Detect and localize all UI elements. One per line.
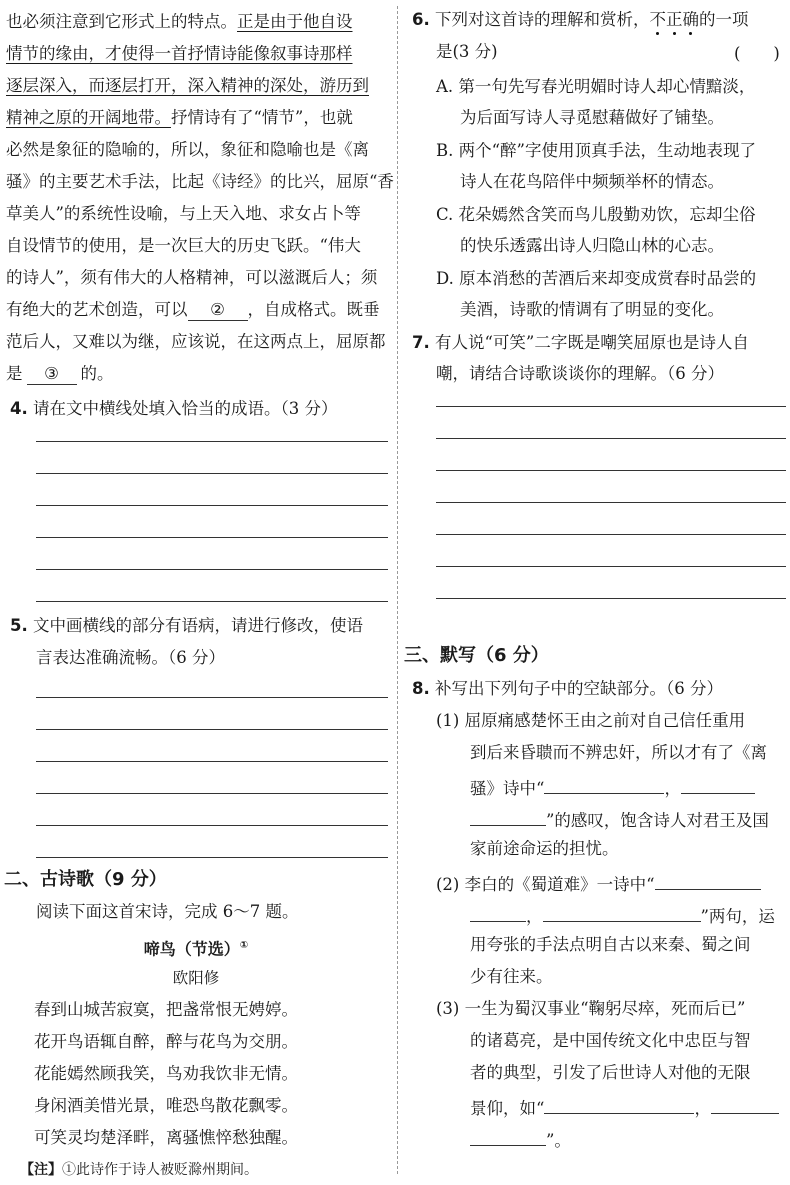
answer-line[interactable] bbox=[36, 505, 388, 506]
emphasis-char: 不 bbox=[650, 10, 667, 29]
subquestion-number: (2) bbox=[436, 875, 460, 894]
passage-text: 必然是象征的隐喻的，所以，象征和隐喻也是《离 bbox=[6, 140, 369, 159]
answer-line[interactable] bbox=[436, 598, 786, 599]
question-number: 8. bbox=[412, 679, 430, 698]
answer-paren[interactable]: ( ) bbox=[734, 44, 780, 63]
fill-blank[interactable] bbox=[711, 1093, 779, 1114]
poem-line: 身闲酒美惜光景，唯恐鸟散花飘零。 bbox=[34, 1096, 298, 1115]
question-text: 请在文中横线处填入恰当的成语。（3 分） bbox=[33, 399, 338, 418]
passage-text: 范后人，又难以为继，应该说，在这两点上，屈原都 bbox=[6, 332, 386, 351]
emphasis-char: 正 bbox=[666, 10, 683, 29]
answer-line[interactable] bbox=[36, 473, 388, 474]
answer-line[interactable] bbox=[436, 438, 786, 439]
fill-blank-2[interactable]: ② bbox=[188, 300, 248, 321]
column-divider bbox=[397, 6, 398, 1174]
underlined-sentence: 逐层深入，而逐层打开，深入精神的深处，游历到 bbox=[6, 76, 369, 95]
fill-blank[interactable] bbox=[543, 901, 701, 922]
fill-blank[interactable] bbox=[681, 773, 755, 794]
question-number: 7. bbox=[412, 333, 430, 352]
answer-line[interactable] bbox=[36, 825, 388, 826]
question-number: 6. bbox=[412, 10, 430, 29]
poem-line: 花开鸟语辄自醉，醉与花鸟为交朋。 bbox=[34, 1032, 298, 1051]
question-number: 5. bbox=[10, 616, 28, 635]
passage-text: ，自成格式。既垂 bbox=[247, 300, 380, 319]
question-text: 文中画横线的部分有语病，请进行修改，使语 bbox=[33, 616, 363, 635]
note-label: 【注】 bbox=[20, 1162, 62, 1178]
answer-line[interactable] bbox=[436, 502, 786, 503]
answer-line[interactable] bbox=[36, 761, 388, 762]
fill-blank[interactable] bbox=[470, 901, 526, 922]
question-text: 下列对这首诗的理解和赏析， bbox=[435, 10, 650, 29]
question-text: 嘲，请结合诗歌谈谈你的理解。（6 分） bbox=[436, 364, 724, 383]
answer-line[interactable] bbox=[36, 857, 388, 858]
fill-blank[interactable] bbox=[655, 869, 761, 890]
subquestion-number: (1) bbox=[436, 711, 460, 730]
answer-line[interactable] bbox=[36, 441, 388, 442]
answer-line[interactable] bbox=[36, 697, 388, 698]
fill-blank-3[interactable]: ③ bbox=[27, 364, 77, 385]
poem-line: 春到山城苦寂寞，把盏常恨无娉婷。 bbox=[34, 1000, 298, 1019]
answer-line[interactable] bbox=[436, 534, 786, 535]
footnote-text: ①此诗作于诗人被贬滁州期间。 bbox=[62, 1162, 258, 1178]
section-intro: 阅读下面这首宋诗，完成 6～7 题。 bbox=[36, 902, 299, 921]
fill-blank[interactable] bbox=[544, 773, 664, 794]
question-text: 是(3 分) bbox=[436, 42, 498, 61]
fill-blank[interactable] bbox=[544, 1093, 694, 1114]
answer-line[interactable] bbox=[36, 601, 388, 602]
question-text: 补写出下列句子中的空缺部分。（6 分） bbox=[435, 679, 723, 698]
passage-text: 草美人”的系统性设喻，与上天入地、求女占卜等 bbox=[6, 204, 361, 223]
passage-text: 自设情节的使用，是一次巨大的历史飞跃。“伟大 bbox=[6, 236, 361, 255]
subquestion-number: (3) bbox=[436, 999, 460, 1018]
passage-text: 有绝大的艺术创造，可以 bbox=[6, 300, 188, 319]
poem-line: 可笑灵均楚泽畔，离骚憔悴愁独醒。 bbox=[34, 1128, 298, 1147]
poem-line: 花能嫣然顾我笑，鸟劝我饮非无情。 bbox=[34, 1064, 298, 1083]
question-text: 言表达准确流畅。（6 分） bbox=[36, 648, 225, 667]
answer-line[interactable] bbox=[36, 569, 388, 570]
section-title: 三、默写（6 分） bbox=[404, 645, 549, 666]
underlined-sentence: 情节的缘由，才使得一首抒情诗能像叙事诗那样 bbox=[6, 44, 353, 63]
poem-author: 欧阳修 bbox=[172, 969, 220, 987]
answer-line[interactable] bbox=[436, 566, 786, 567]
passage-text: 是 bbox=[6, 364, 23, 383]
passage-text: 抒情诗有了“情节”，也就 bbox=[171, 108, 353, 127]
answer-line[interactable] bbox=[36, 729, 388, 730]
question-number: 4. bbox=[10, 399, 28, 418]
fill-blank[interactable] bbox=[470, 1125, 546, 1146]
note-marker: ① bbox=[239, 940, 249, 951]
passage-text: 的诗人”，须有伟大的人格精神，可以滋溉后人；须 bbox=[6, 268, 378, 287]
answer-line[interactable] bbox=[436, 470, 786, 471]
underlined-sentence: 精神之原的开阔地带。 bbox=[6, 108, 171, 127]
poem-title: 啼鸟（节选） bbox=[143, 939, 240, 959]
answer-line[interactable] bbox=[36, 793, 388, 794]
section-title: 二、古诗歌（9 分） bbox=[4, 869, 167, 890]
answer-line[interactable] bbox=[436, 406, 786, 407]
question-text: 有人说“可笑”二字既是嘲笑屈原也是诗人自 bbox=[435, 333, 749, 352]
emphasis-char: 确 bbox=[683, 10, 700, 29]
answer-line[interactable] bbox=[36, 537, 388, 538]
passage-text: 骚》的主要艺术手法，比起《诗经》的比兴，屈原“香 bbox=[6, 172, 394, 191]
underlined-sentence: 正是由于他自设 bbox=[237, 12, 353, 31]
fill-blank[interactable] bbox=[470, 805, 546, 826]
passage-text: 的。 bbox=[80, 364, 114, 383]
question-text: 的一项 bbox=[699, 10, 749, 29]
passage-text: 也必须注意到它形式上的特点。 bbox=[6, 12, 237, 31]
